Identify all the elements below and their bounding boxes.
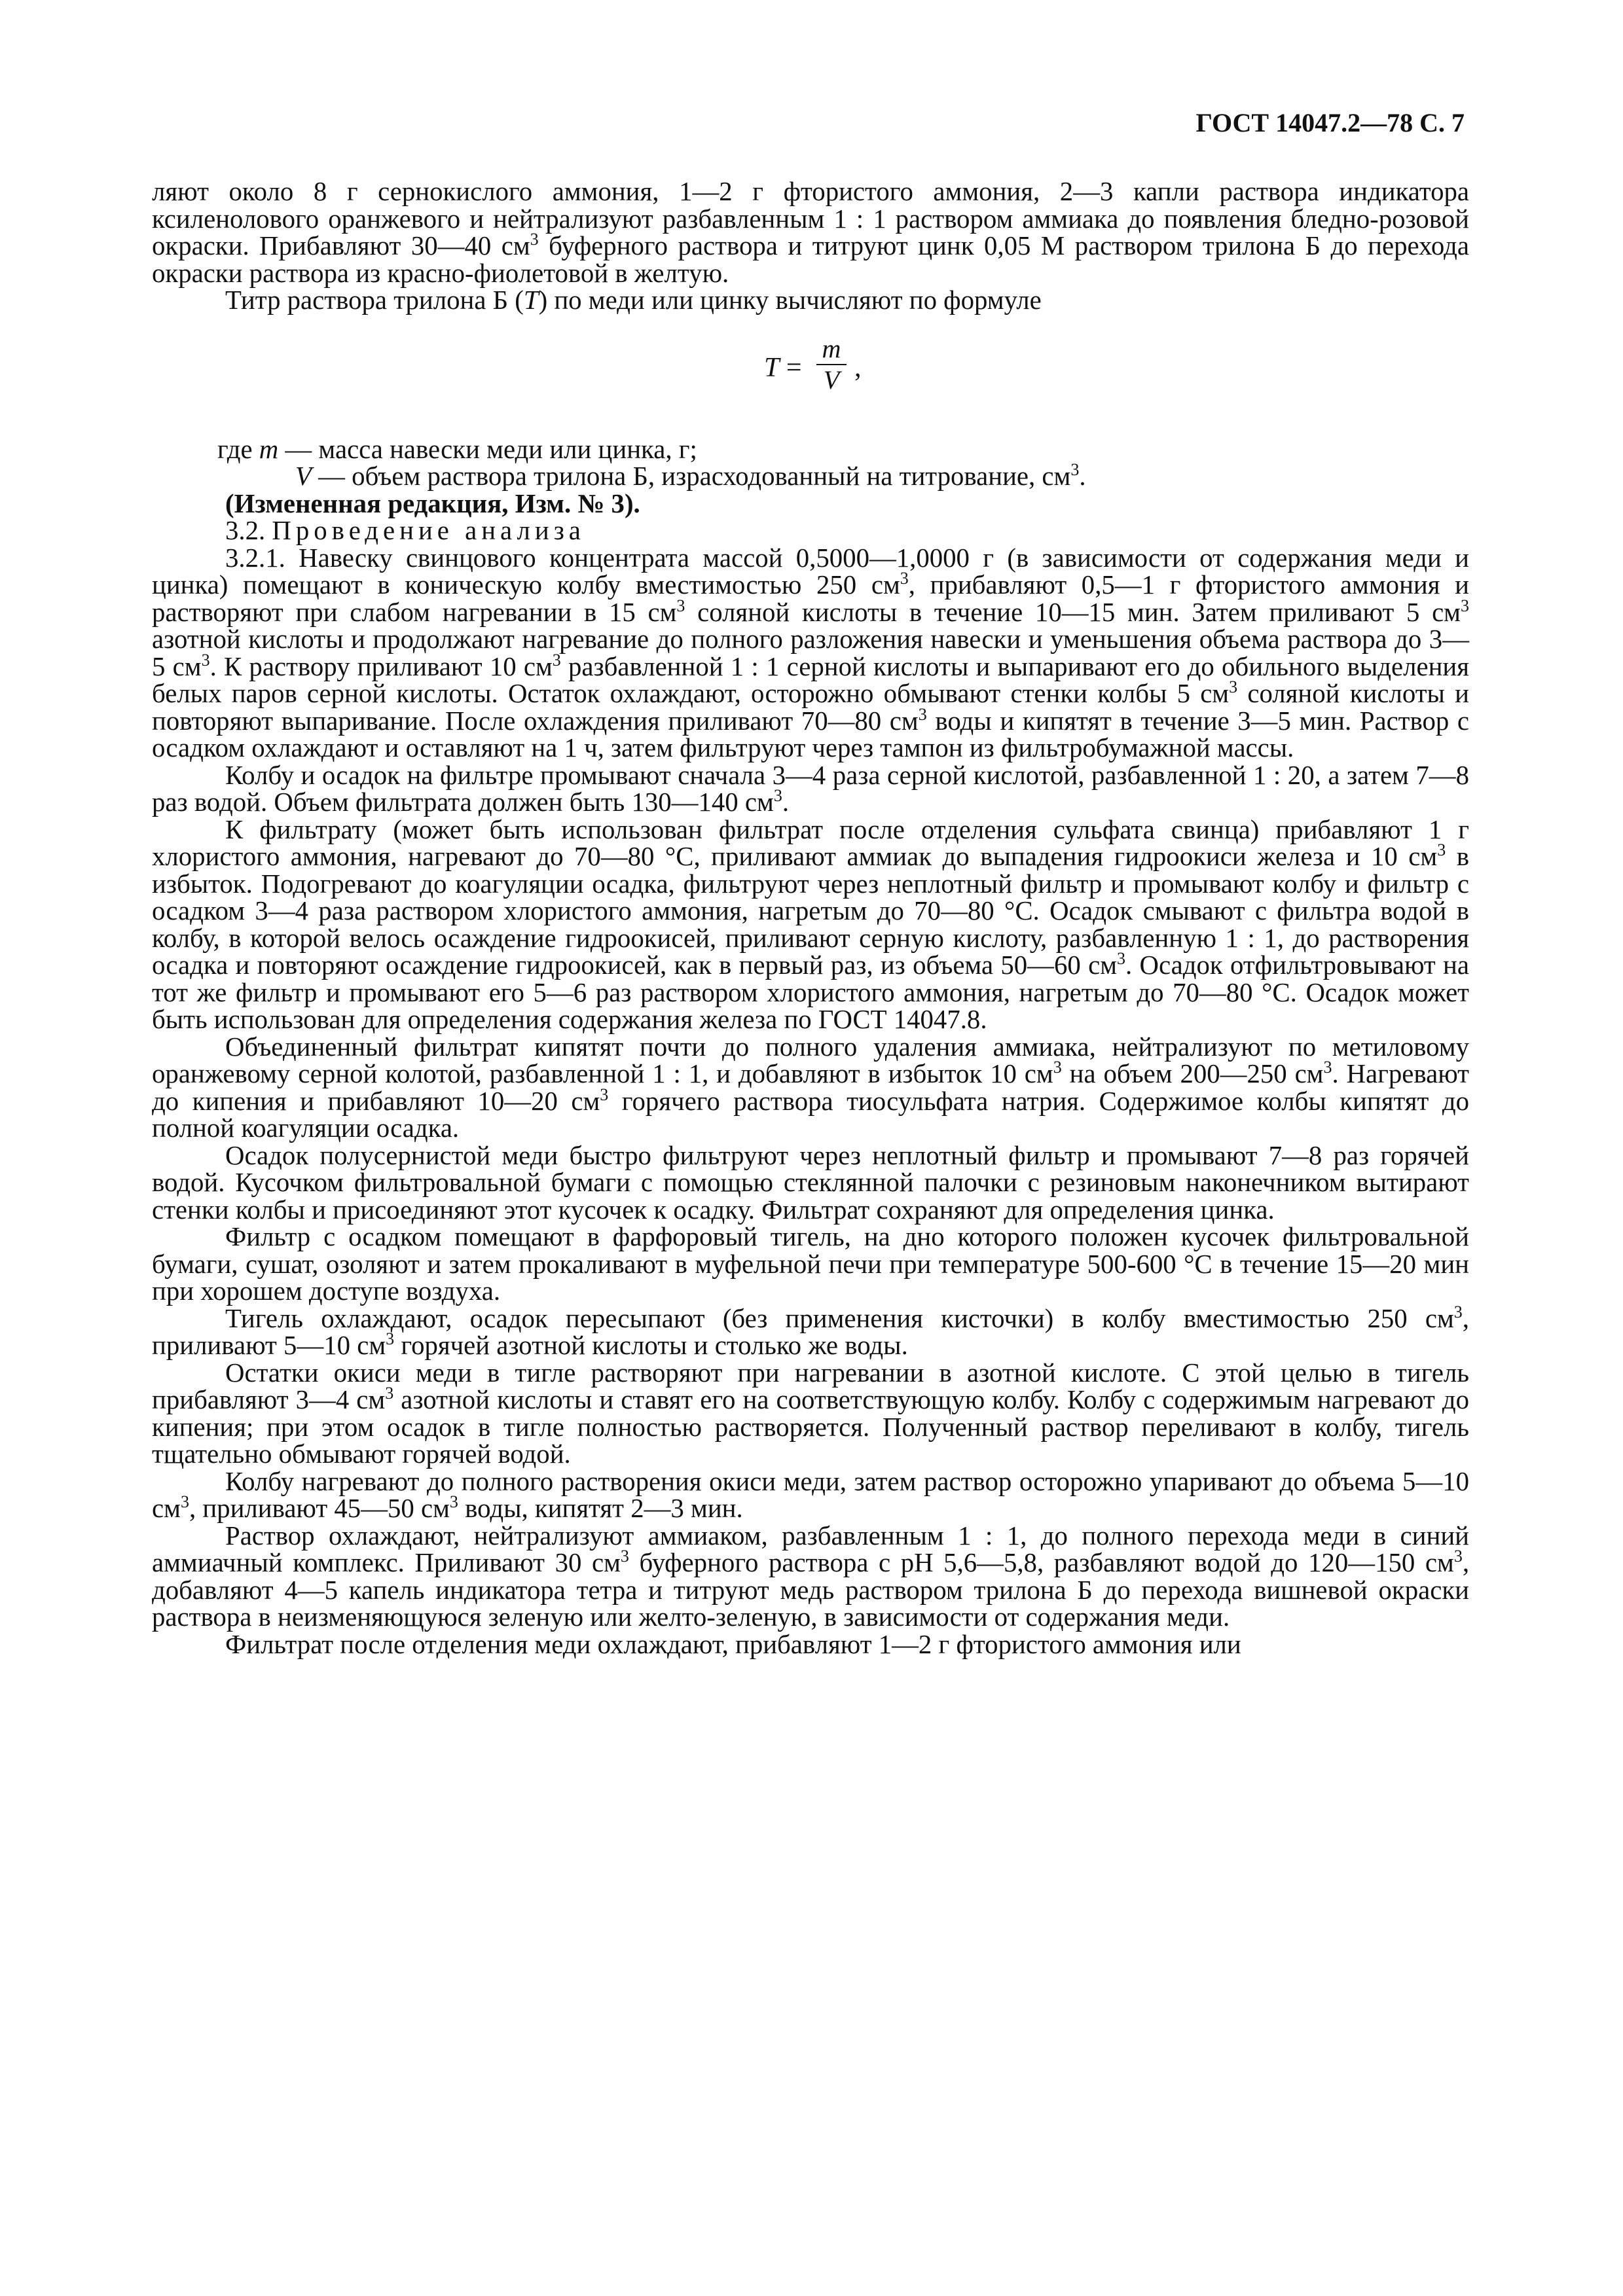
paragraph-3-2-1: 3.2.1. Навеску свинцового концентрата массой 0,5000—1,0000 г (в зависимости от содержания меди и цинка) помещают в коническую колбу вместимостью 250 $см^3$, прибавляют 0,5—1 г фтористого аммония и растворяют при слабом нагревании в 15 $см^3$ соляной кислоты в течение 10—15 мин. Затем приливают 5 $см^3$ азотной кислоты и продолжают нагревание до полного разложения навески и уменьшения объема раствора до 3—5 $см^3$. К раствору приливают 10 $см^3$ разбавленной 1 : 1 серной кислоты и выпаривают его до обильного выделения белых паров серной кислоты. Остаток охлаждают, осторожно обмывают стенки колбы 5 $см^3$ соляной кислоты и повторяют выпаривание. После охлаждения приливают 70—80 $см^3$ воды и кипятят в течение 3—5 мин. Раствор с осадком охлаждают и оставляют на 1 ч, затем фильтруют через тампон из фильтробумажной массы. xyxy=(152,543,1470,762)
formula-lhs: T = xyxy=(764,352,802,383)
paragraph-wash: Колбу и осадок на фильтре промывают сначала 3—4 раза серной кислотой, разбавленной 1 : 20, а затем 7—8 раз водой. Объем фильтрата должен быть 130—140 $см^3$. xyxy=(152,760,1469,817)
paragraph-neutralization: Раствор охлаждают, нейтрализуют аммиаком, разбавленным 1 : 1, до полного перехода меди в синий аммиачный комплекс. Приливают 30 $см^3$ буферного раствора с рН 5,6—5,8, разбавляют водой до 120—150 $см^3$, добавляют 4—5 капель индикатора тетра и титруют медь раствором трилона Б до перехода вишневой окраски раствора в неизменяющуюся зеленую или желто-зеленую, в зависимости от содержания меди. xyxy=(152,1520,1470,1632)
paragraph-filtrate: К фильтрату (может быть использован фильтрат после отделения сульфата свинца) прибавляют 1 г хлористого аммония, нагревают до 70—80 °С, приливают аммиак до выпадения гидроокиси железа и 10 $см^3$ в избыток. Подогревают до коагуляции осадка, фильтруют через неплотный фильтр и промывают колбу и фильтр с осадком 3—4 раза раствором хлористого аммония, нагретым до 70—80 °С. Осадок смывают с фильтра водой в колбу, в которой велось осаждение гидроокисей, приливают серную кислоту, разбавленную 1 : 1, до растворения осадка и повторяют осаждение гидроокисей, как в первый раз, из объема 50—60 $см^3$. Осадок отфильтровывают на тот же фильтр и промывают его 5—6 раз раствором хлористого аммония, нагретым до 70—80 °С. Осадок может быть использован для определения содержания железа по ГОСТ 14047.8. xyxy=(152,814,1469,1034)
where-v: V — объем раствора трилона Б, израсходованный на титрование, $см^3$. xyxy=(295,460,1086,491)
document-body xyxy=(152,178,1469,1658)
where-m: где m — масса навески меди или цинка, г; xyxy=(217,434,697,464)
paragraph-crucible: Фильтр с осадком помещают в фарфоровый тигель, на дно которого положен кусочек фильтровальной бумаги, сушат, озоляют и затем прокаливают в муфельной печи при температуре 500-600 °С в течение 15—20 мин при хорошем доступе воздуха. xyxy=(152,1222,1469,1306)
section-heading: 3.2. Проведение анализа xyxy=(225,516,585,545)
paragraph-last: Фильтрат после отделения меди охлаждают, прибавляют 1—2 г фтористого аммония или xyxy=(225,1629,1241,1659)
formula-fraction xyxy=(816,334,847,395)
paragraph-precipitate: Осадок полусернистой меди быстро фильтруют через неплотный фильтр и промывают 7—8 раз горячей водой. Кусочком фильтровальной бумаги с помощью стеклянной палочки с резиновым наконечником вытирают стенки колбы и присоединяют этот кусочек к осадку. Фильтрат сохраняют для определения цинка. xyxy=(152,1140,1469,1225)
paragraph-combined-filtrate: Объединенный фильтрат кипятят почти до полного удаления аммиака, нейтрализуют по метиловому оранжевому серной колотой, разбавленной 1 : 1, и добавляют в избыток 10 $см^3$ на объем 200—250 $см^3$. Нагревают до кипения и прибавляют 10—20 $см^3$ горячего раствора тиосульфата натрия. Содержимое колбы кипятят до полной коагуляции осадка. xyxy=(152,1031,1470,1143)
page-header: ГОСТ 14047.2—78 С. 7 xyxy=(1195,108,1465,137)
paragraph-titer-intro: Титр раствора трилона Б (T) по меди или цинку вычисляют по формуле xyxy=(225,285,1042,315)
paragraph-residue: Остатки окиси меди в тигле растворяют при нагревании в азотной кислоте. С этой целью в тигель прибавляют 3—4 $см^3$ азотной кислоты и ставят его на соответствующую колбу. Колбу с содержимым нагревают до кипения; при этом осадок в тигле полностью растворяется. Полученный раствор переливают в колбу, тигель тщательно обмывают горячей водой. xyxy=(152,1357,1469,1469)
paragraph-heating: Колбу нагревают до полного растворения окиси меди, затем раствор осторожно упаривают до объема 5—10 $см^3$, приливают 45—50 $см^3$ воды, кипятят 2—3 мин. xyxy=(152,1466,1469,1523)
formula-comma: , xyxy=(854,352,862,383)
formula-numerator: m xyxy=(816,334,847,365)
paragraph-zinc-titration: ляют около 8 г сернокислого аммония, 1—2 г фтористого аммония, 2—3 капли раствора индикатора ксиленолового оранжевого и нейтрализуют разбавленным 1 : 1 раствором аммиака до появления бледно-розовой окраски. Прибавляют 30—40 $см^3$ буферного раствора и титруют цинк 0,05 М раствором трилона Б до перехода окраски раствора из красно-фиолетовой в желтую. xyxy=(152,177,1469,288)
amendment-note: (Измененная редакция, Изм. № 3). xyxy=(225,488,640,518)
formula-denominator: V xyxy=(823,365,840,395)
titer-formula xyxy=(152,332,1469,404)
paragraph-cooling: Тигель охлаждают, осадок пересыпают (без применения кисточки) в колбу вместимостью 250 $см^3$, приливают 5—10 $см^3$ горячей азотной кислоты и столько же воды. xyxy=(152,1302,1469,1360)
